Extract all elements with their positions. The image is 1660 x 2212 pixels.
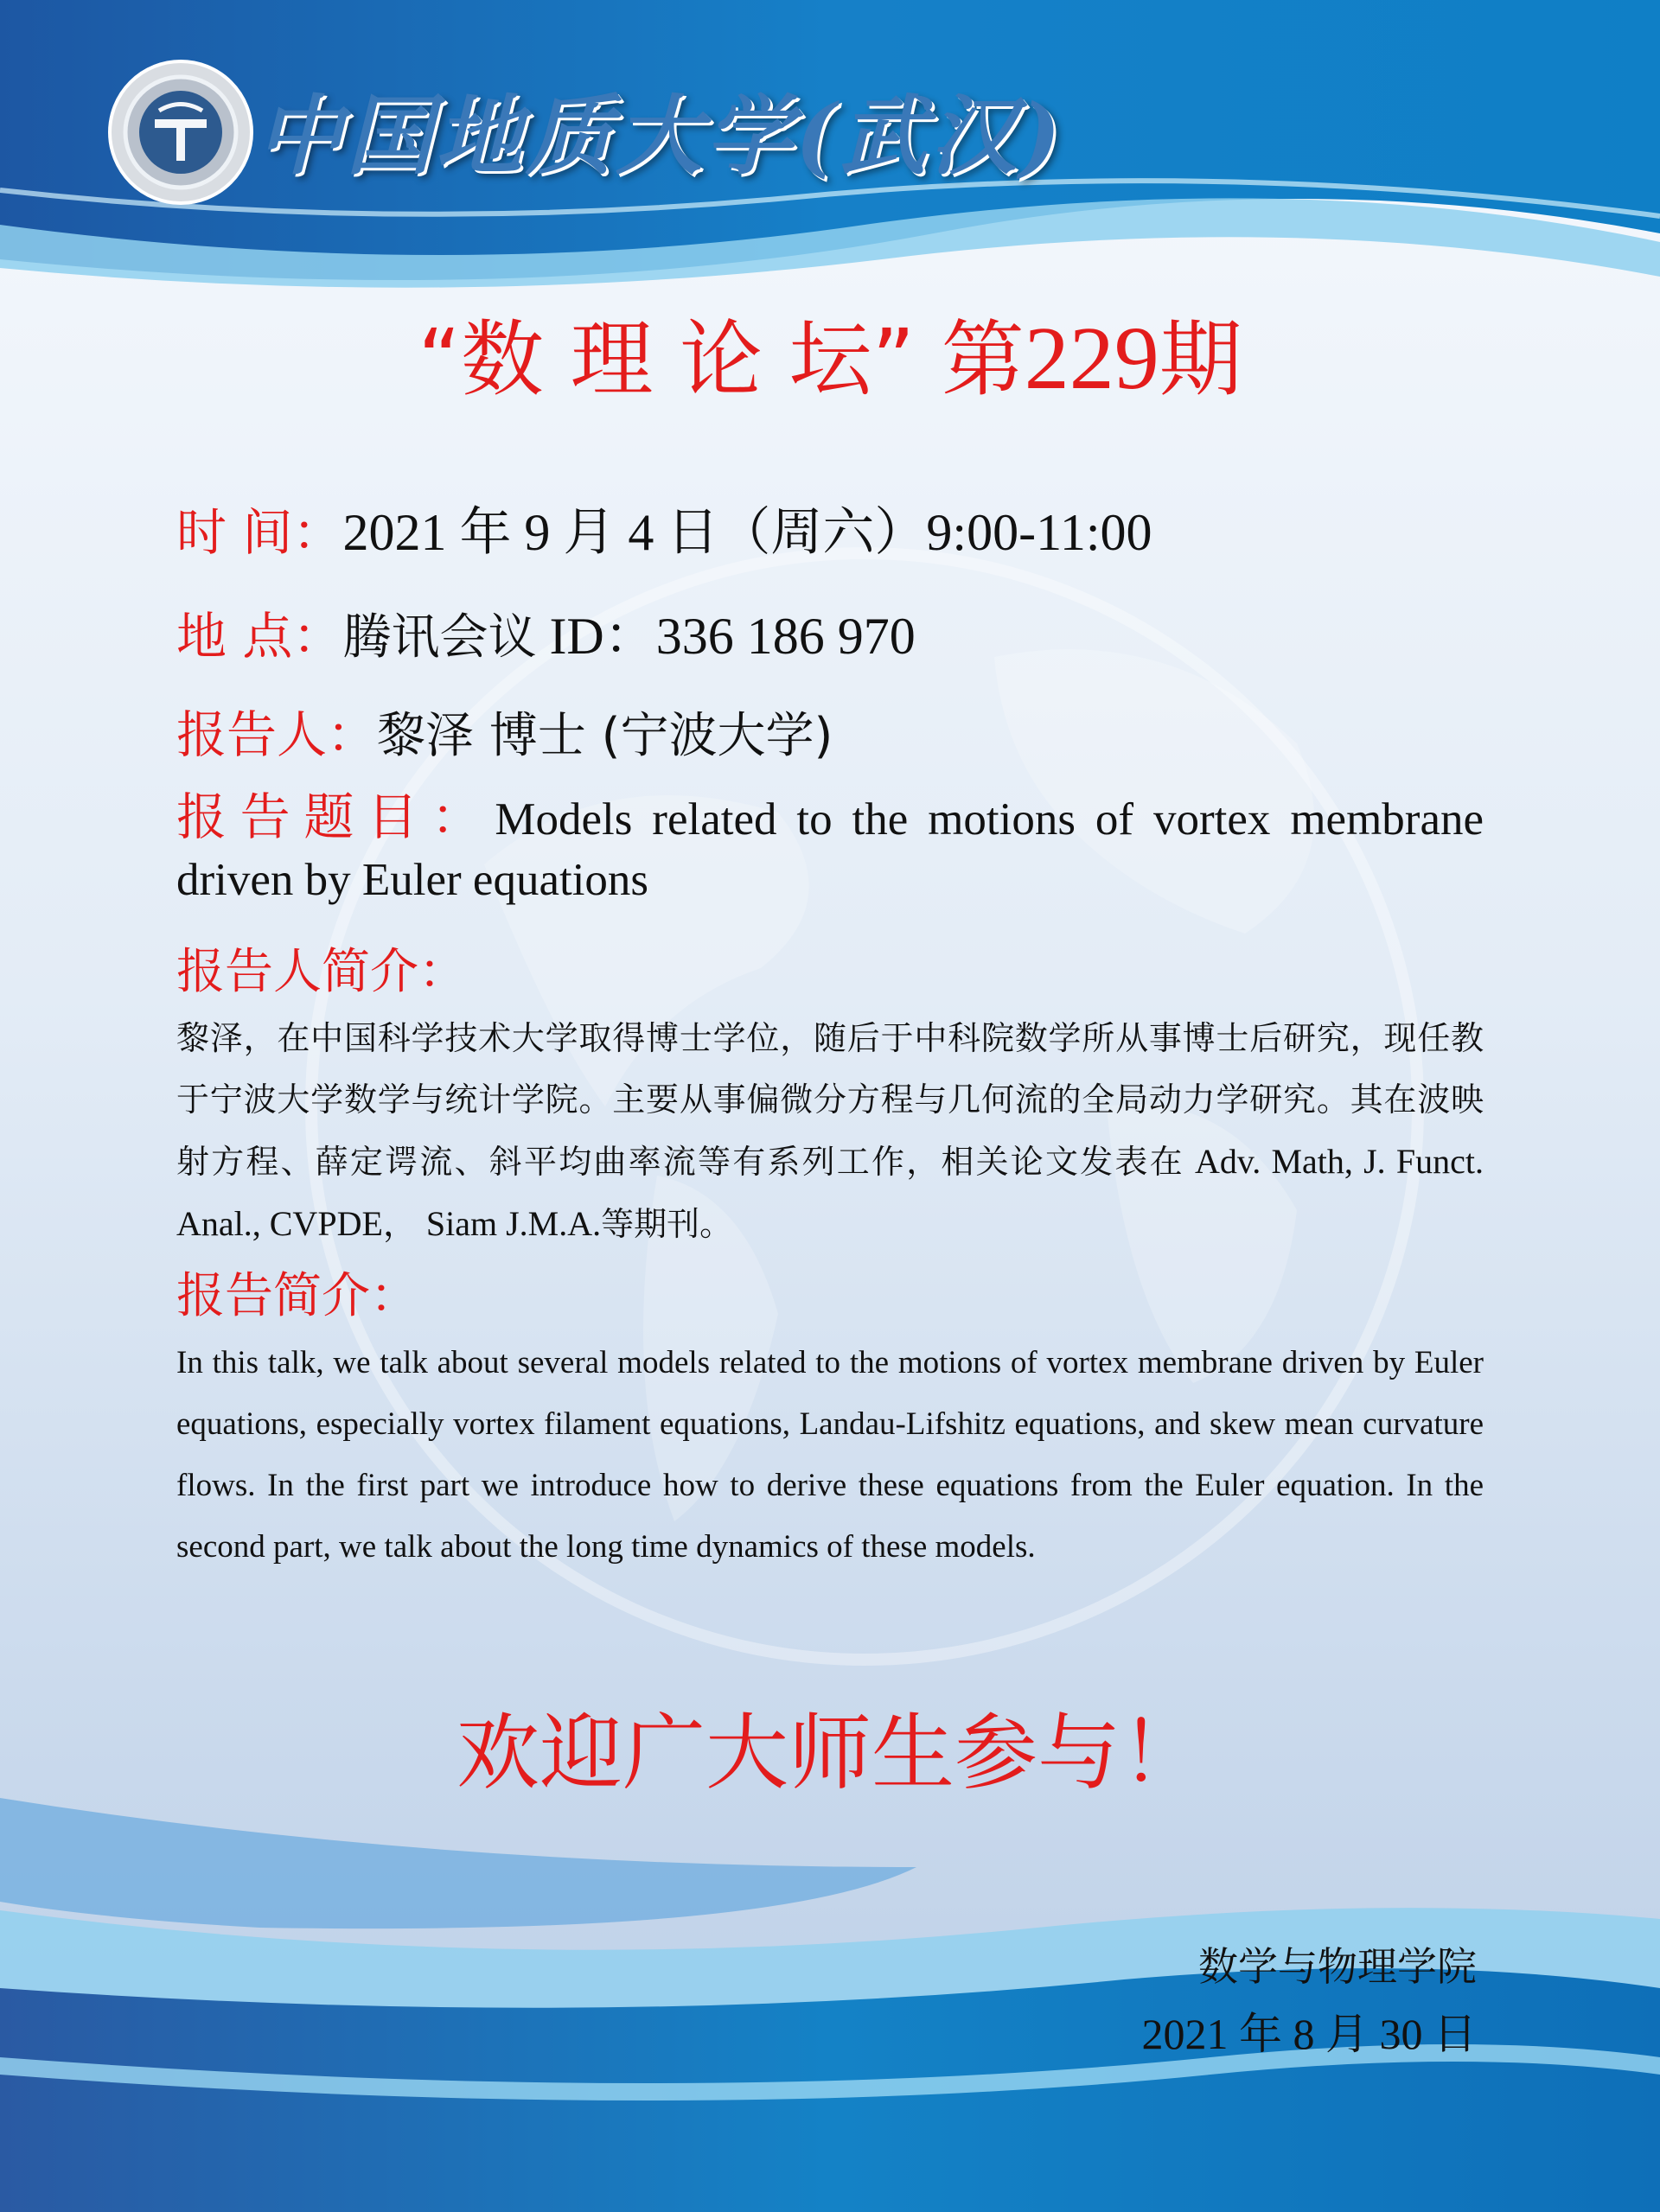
bio-text-tail: 等期刊。 xyxy=(601,1205,733,1243)
speaker-label: 报告人： xyxy=(176,705,378,764)
time-row xyxy=(176,491,1152,565)
topic-label: 报告题目： xyxy=(176,787,495,846)
abstract-text: In this talk, we talk about several models related to the motions of vortex membrane driven by Euler equations, especially vortex filament equations, Landau-Lifshitz equations, and skew mean curvature flows. In the first part we introduce how to derive these equations from the Euler equation. In the second part, we talk about the long time dynamics of these models. xyxy=(176,1345,1484,1565)
issue-date: 2021 年 8 月 30 日 xyxy=(1141,2010,1477,2058)
organizer: 数学与物理学院 xyxy=(1198,1943,1477,1990)
issue-number: 229 xyxy=(1024,309,1159,408)
title-suffix: 期 xyxy=(1159,311,1242,408)
place-row xyxy=(176,595,916,669)
time-label: 时 间： xyxy=(176,503,343,562)
place-label: 地 点： xyxy=(176,607,343,666)
bio-text xyxy=(176,1008,1484,1255)
time-value: 2021 年 9 月 4 日（周六）9:00-11:00 xyxy=(342,504,1152,561)
university-name: 中国地质大学(武汉) xyxy=(256,85,1064,187)
title-prefix: “数 理 论 坛” 第 xyxy=(418,311,1025,408)
welcome-message: 欢迎广大师生参与！ xyxy=(456,1705,1204,1801)
page-title xyxy=(0,307,1660,411)
topic-value: Models related to the motions of vortex membrane driven by Euler equations xyxy=(176,794,1484,905)
speaker-value: 黎泽 博士 (宁波大学) xyxy=(377,708,833,764)
place-value-cn: 腾讯会议 xyxy=(342,609,537,666)
bio-text-journals: Adv. Math, J. Funct. Anal., CVPDE， Siam J.M.A. xyxy=(176,1142,1484,1243)
place-value-id: ID：336 186 970 xyxy=(536,608,916,665)
topic-block xyxy=(176,787,1484,910)
bio-text-cn: 黎泽，在中国科学技术大学取得博士学位，随后于中科院数学所从事博士后研究，现任教于宁波大学数学与统计学院。主要从事偏微分方程与几何流的全局动力学研究。其在波映射方程、薛定谔流、斜平均曲率流等有系列工作，相关论文发表在 xyxy=(176,1019,1484,1181)
university-seal-icon xyxy=(107,59,254,206)
speaker-row xyxy=(176,694,833,767)
bio-heading: 报告人简介： xyxy=(176,944,467,1000)
abstract-heading: 报告简介： xyxy=(176,1268,418,1324)
